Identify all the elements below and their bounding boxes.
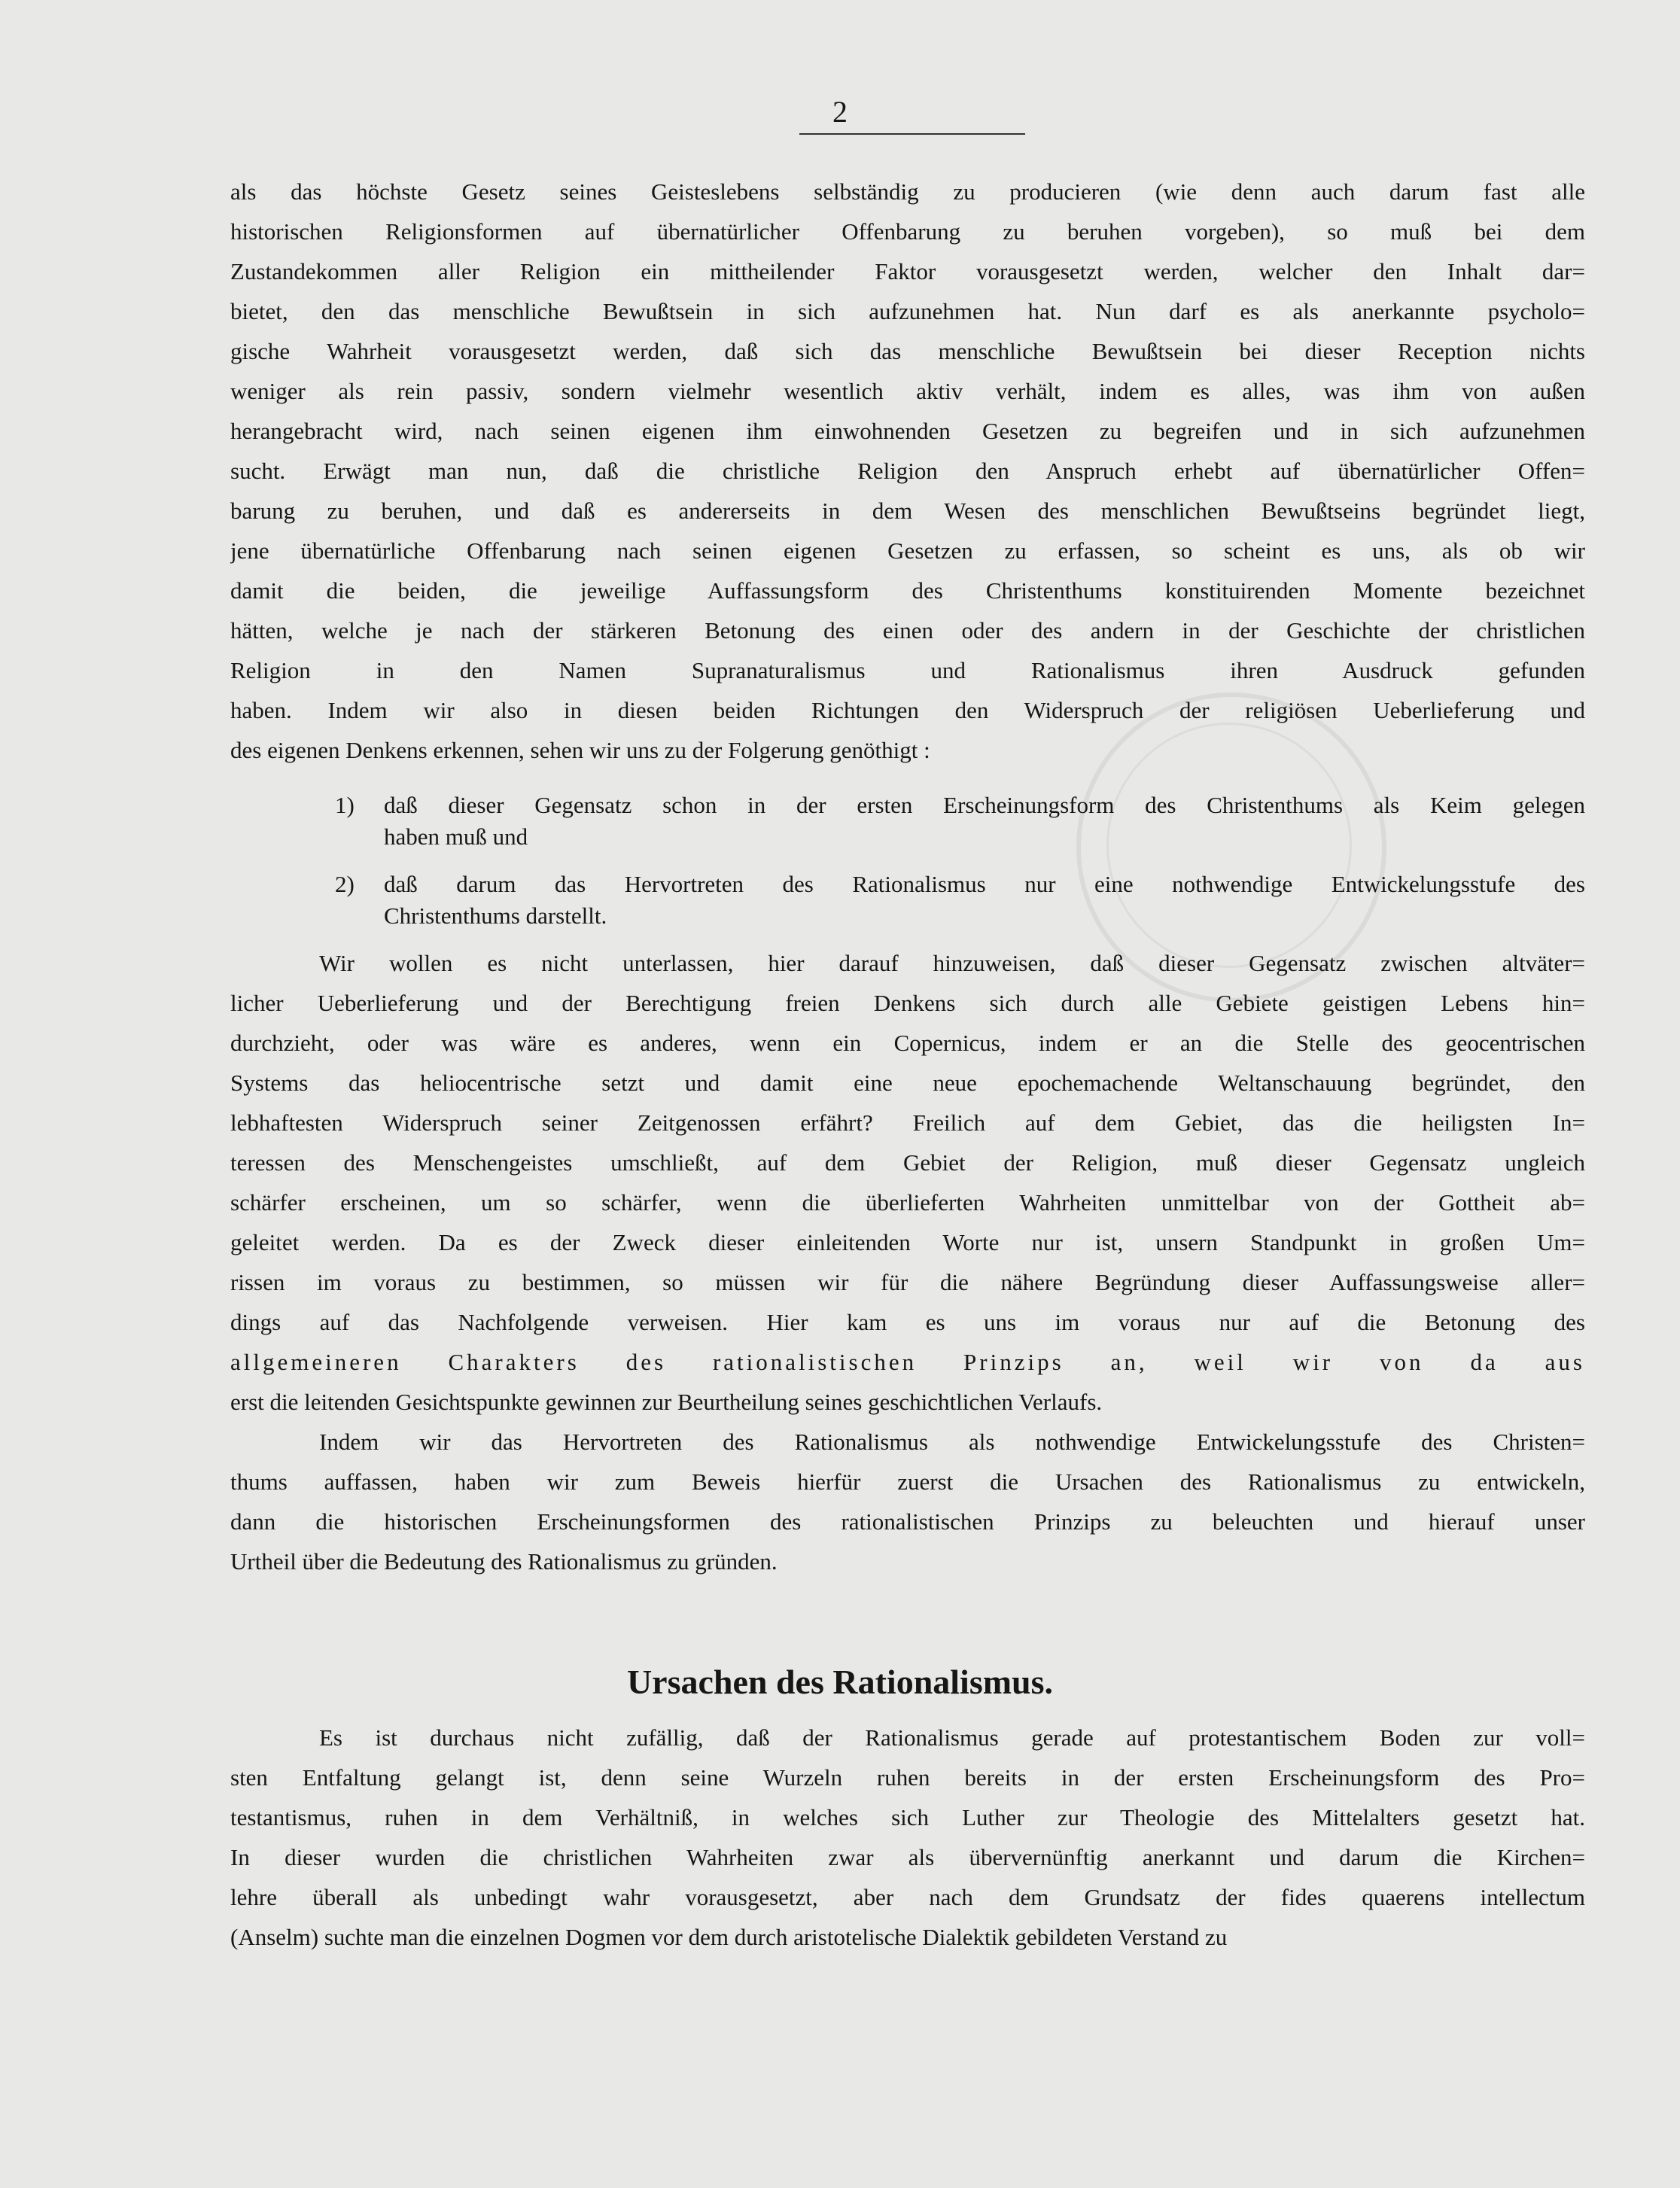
text-line: Urtheil über die Bedeutung des Rationalismus zu gründen. [230,1548,778,1575]
page-number: 2 [832,95,848,129]
text-line: herangebracht wird, nach seinen eigenen ihm einwohnenden Gesetzen zu begreifen und in sich aufzunehmen [230,418,1585,444]
text-line: sten Entfaltung gelangt ist, denn seine Wurzeln ruhen bereits in der ersten Erscheinungsform des Pro= [230,1764,1585,1791]
text-line: historischen Religionsformen auf übernatürlicher Offenbarung zu beruhen vorgeben), so muß bei dem [230,218,1585,245]
text-line: Zustandekommen aller Religion ein mittheilender Faktor vorausgesetzt werden, welcher den Inhalt dar= [230,258,1585,285]
text-line: jene übernatürliche Offenbarung nach seinen eigenen Gesetzen zu erfassen, so scheint es uns, als ob wir [230,537,1585,564]
paragraph-3 [230,1422,1585,1581]
text-line: barung zu beruhen, und daß es andererseits in dem Wesen des menschlichen Bewußtseins begründet liegt, [230,498,1585,524]
text-line: Es ist durchaus nicht zufällig, daß der Rationalismus gerade auf protestantischem Boden zur voll= [319,1724,1585,1751]
text-line: daß darum das Hervortreten des Rationalismus nur eine nothwendige Entwickelungsstufe des [384,871,1585,897]
list-text [384,790,1585,853]
text-line: allgemeineren Charakters des rationalistischen Prinzips an, weil wir von da aus [230,1349,1585,1375]
text-line: Christenthums darstellt. [384,902,607,929]
text-line: dings auf das Nachfolgende verweisen. Hier kam es uns im voraus nur auf die Betonung des [230,1309,1585,1335]
text-line: lehre überall als unbedingt wahr vorausgesetzt, aber nach dem Grundsatz der fides quaerens intellectum [230,1884,1585,1910]
text-line: hätten, welche je nach der stärkeren Betonung des einen oder des andern in der Geschichte der christlichen [230,617,1585,644]
paragraph-1 [230,172,1585,770]
text-line: erst die leitenden Gesichtspunkte gewinnen zur Beurtheilung seines geschichtlichen Verlaufs. [230,1389,1103,1415]
text-line: bietet, den das menschliche Bewußtsein in sich aufzunehmen hat. Nun darf es als anerkannte psycholo= [230,298,1585,324]
text-line: haben muß und [384,823,528,850]
list-text [384,869,1585,932]
text-line: weniger als rein passiv, sondern vielmehr wesentlich aktiv verhält, indem es alles, was ihm von außen [230,378,1585,404]
text-line: damit die beiden, die jeweilige Auffassungsform des Christenthums konstituirenden Momente bezeichnet [230,577,1585,604]
paragraph-2 [230,943,1585,1422]
text-line: licher Ueberlieferung und der Berechtigung freien Denkens sich durch alle Gebiete geistigen Lebens hin= [230,990,1585,1016]
text-line: Systems das heliocentrische setzt und damit eine neue epochemachende Weltanschauung begründet, den [230,1070,1585,1096]
list-number: 2) [335,871,355,897]
text-line: Indem wir das Hervortreten des Rationalismus als nothwendige Entwickelungsstufe des Christen= [319,1429,1585,1455]
section-heading: Ursachen des Rationalismus. [626,1663,1054,1701]
list-number: 1) [335,792,355,818]
paragraph-4 [230,1718,1585,1957]
text-line: teressen des Menschengeistes umschließt, auf dem Gebiet der Religion, muß dieser Gegensatz ungleich [230,1149,1585,1176]
header-rule [799,133,1025,135]
text-line: schärfer erscheinen, um so schärfer, wenn die überlieferten Wahrheiten unmittelbar von der Gottheit ab= [230,1189,1585,1216]
text-line: testantismus, ruhen in dem Verhältniß, in welches sich Luther zur Theologie des Mittelalters gesetzt hat. [230,1804,1585,1830]
text-line: (Anselm) suchte man die einzelnen Dogmen vor dem durch aristotelische Dialektik gebildeten Verstand zu [230,1924,1228,1950]
text-line: gische Wahrheit vorausgesetzt werden, daß sich das menschliche Bewußtsein bei dieser Reception nichts [230,338,1585,364]
text-line: des eigenen Denkens erkennen, sehen wir uns zu der Folgerung genöthigt : [230,737,930,763]
text-line: haben. Indem wir also in diesen beiden Richtungen den Widerspruch der religiösen Ueberlieferung und [230,697,1585,723]
text-line: rissen im voraus zu bestimmen, so müssen wir für die nähere Begründung dieser Auffassungsweise aller= [230,1269,1585,1295]
text-line: lebhaftesten Widerspruch seiner Zeitgenossen erfährt? Freilich auf dem Gebiet, das die heiligsten In= [230,1109,1585,1136]
text-line: sucht. Erwägt man nun, daß die christliche Religion den Anspruch erhebt auf übernatürlicher Offen= [230,458,1585,484]
text-line: als das höchste Gesetz seines Geisteslebens selbständig zu producieren (wie denn auch darum fast alle [230,178,1585,205]
text-line: durchzieht, oder was wäre es anderes, wenn ein Copernicus, indem er an die Stelle des geocentrischen [230,1030,1585,1056]
text-line: thums auffassen, haben wir zum Beweis hierfür zuerst die Ursachen des Rationalismus zu entwickeln, [230,1468,1585,1495]
text-line: daß dieser Gegensatz schon in der ersten Erscheinungsform des Christenthums als Keim gelegen [384,792,1585,818]
text-line: Religion in den Namen Supranaturalismus und Rationalismus ihren Ausdruck gefunden [230,657,1585,683]
text-line: geleitet werden. Da es der Zweck dieser einleitenden Worte nur ist, unsern Standpunkt in großen Um= [230,1229,1585,1255]
text-line: In dieser wurden die christlichen Wahrheiten zwar als übervernünftig anerkannt und darum die Kirchen= [230,1844,1585,1870]
text-line: Wir wollen es nicht unterlassen, hier darauf hinzuweisen, daß dieser Gegensatz zwischen altväter= [319,950,1585,976]
text-line: dann die historischen Erscheinungsformen des rationalistischen Prinzips zu beleuchten und hierauf unser [230,1508,1585,1535]
